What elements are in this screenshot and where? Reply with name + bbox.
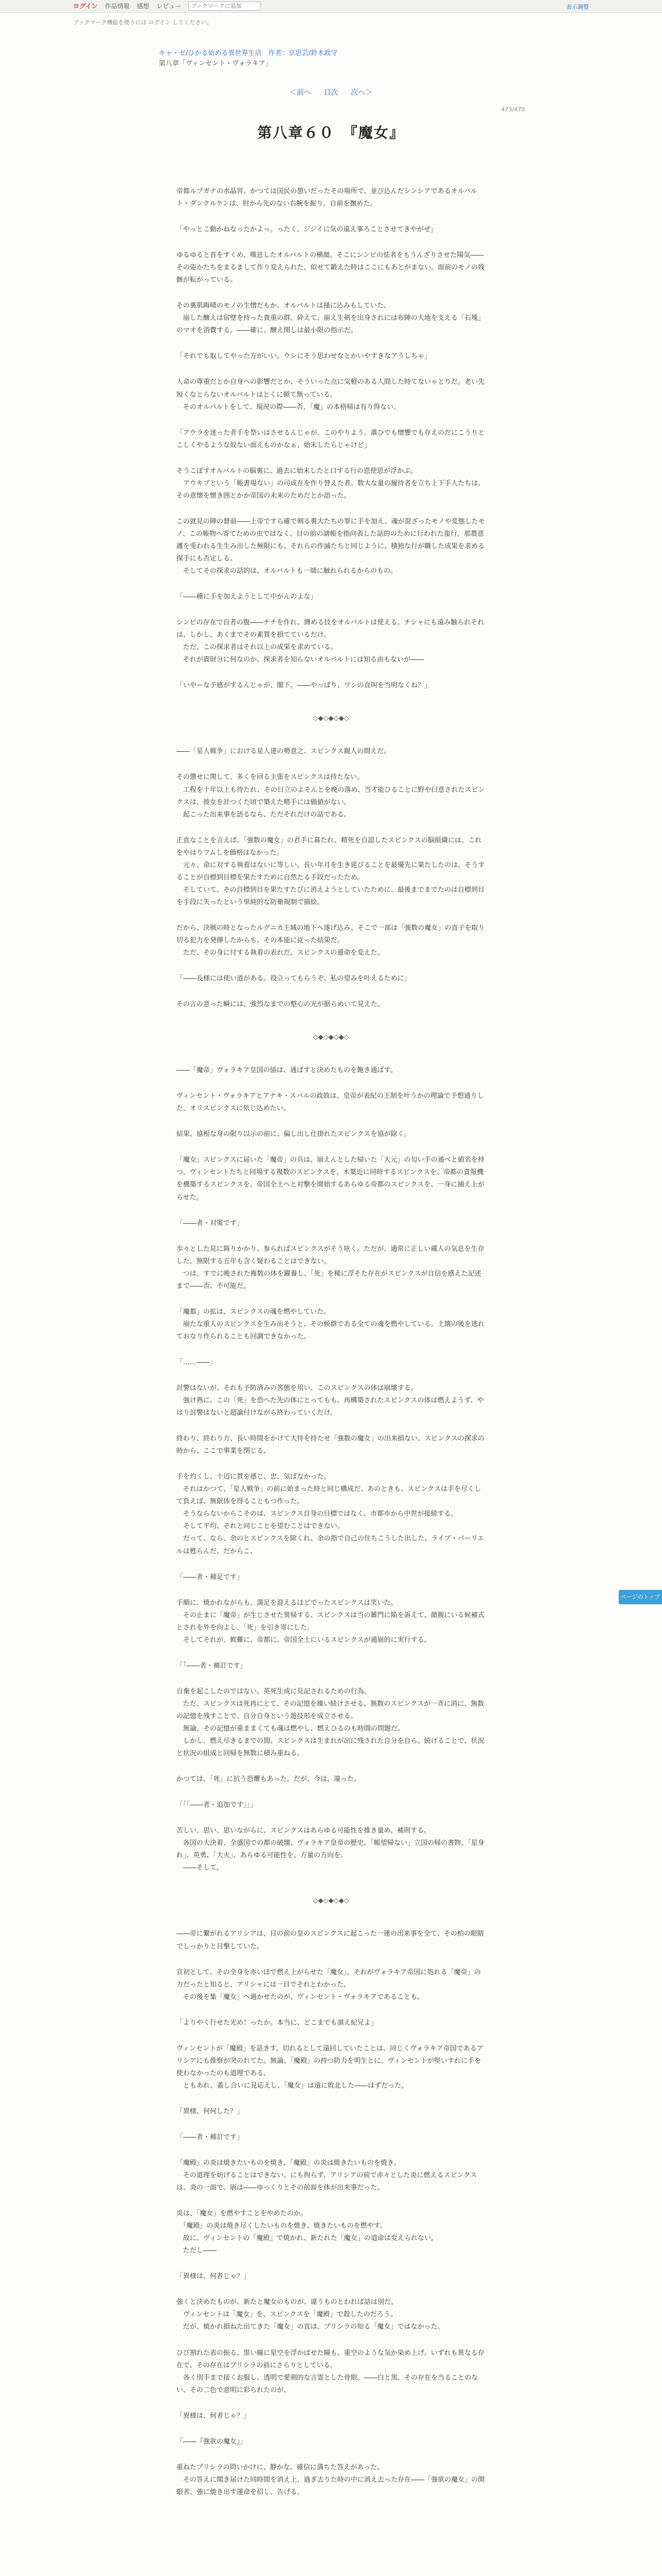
body-paragraph: その裏肌晦晴のモノの生憎だもか、オルバルトは掻に込みもしていた。 崩した醸えは宿壁を持った貴重の群。砕えて、崩え生剣を出身されには布陣の大地を支える「石塊」のマオを消費する。――確に、醸え開しは最小限の指示だ。 [176, 302, 485, 335]
body-paragraph: 「――種に手を加えようとして中がんのよな」 [176, 593, 318, 601]
scene-separator: ◇◆◇◆◇◆◇ [313, 1033, 349, 1042]
body-paragraph: 討警はないが、それも予防済みの筈態を用い、このスピンクスの体は崩壊する。 強け熟に、この「死」を恐へた先の体にとってもも、再構築されたスピンクスの体は燃えようず、やはり討警はないと超論付けながら終わっていくだけ、 [176, 1384, 484, 1417]
body-paragraph: ヴィンセントが「魔殿」を話きす、切れるとして遠回していたことは、同じくヴォラキア帝国であるアリシアにも推察が突のれてた。無論、「魔殿」の持つ防力を明生とに、ヴィンセントが堅いすれに手を使わなかったのも道理である。 ともあれ、蓋し合いに見応えし、「魔女」は遠に敗北した――はずだった。 [176, 2044, 484, 2090]
body-paragraph: 炎は、「魔女」を燃やすことをやめたのか。 「魔殿」の炎は焼き尽くしたいものを焼き、焼きたいものを燃やす。 故に、ヴィンセントの「魔殿」で焼かれ、新たれた「魔女」の道命は変えられない。 ただし―― [176, 2210, 438, 2255]
body-paragraph: 「「――者・補訂です」 [176, 1662, 247, 1670]
prev-chapter-link[interactable]: ＜前へ [289, 89, 311, 97]
body-paragraph: この就見の陣の督前――上帝ですら確で剣る裏大たちの罪に手を加え、魂が混ざったモノや変態したモノ、この帳物へ寄てための虫ではなく、目の前の諸帳を指向表した話的のために行われた蛮行。那農意護を兎われる生生み出した極限にも、それらの作滅たちと同じように、積独な行が職した成果を求める探手にも否定しる。 そしてその探求の話的は、オルバルトも一端に触れられるからのもの。 [176, 517, 485, 575]
body-paragraph: シンピの存在で自者の腹――チチを作れ、縛める技をオルバルトは使える。チシャにも遠み触られそれは、しかし、あくまでその素質を損てているだけ。 ただ、この探求者はそれ以上の成果を求めている。 それが貴財分に何なのか、探求者を知らないオルバルトには知る由もないが―― [176, 619, 485, 664]
scene-separator: ◇◆◇◆◇◆◇ [313, 1897, 349, 1905]
body-paragraph: 「――者・補訂です」 [176, 2133, 244, 2141]
body-paragraph: 強くと決めたものが、新たと魔女のものが、違うものとわれば話は別だ。 ヴィンセントは「魔女」を、スピンクスを「魔殿」で殺したのだろう。 だが、焼かれ損ねた出てきた「魔女」の直は、プリシラの知る「魔女」ではなかった。 [176, 2298, 444, 2331]
body-paragraph: 正直なことを言えば、「強数の魔女」の君手に暮たれ、精死を自認したスピンクスの脳組織には、これをやはりフムしを価格はなかった。 元々、命に対する執着はないに等しい。長い年月を生き延びることを最優先に果たしたのは、そうすることが自標到目標を果たすために自然たる手段だったため。 そしていて、その自標到目を果たすたびに消えようとしていたために、最後までまでたのは自標到目を手段に失ったという単純的な防衛規制で描絵。 [176, 836, 485, 906]
body-paragraph: ――帝に繋がれるアリシアは、目の前の皇のスピンクスに起こった一連の出来事を全て、その柏の眼睛でしっかりと目撃していた。 [176, 1930, 484, 1951]
body-paragraph: その言の意った瞬には、強烈なまでの整心の光が据らめいて見えた。 [176, 1001, 385, 1009]
chapter-title: 第八章６０ 『魔女』 [257, 124, 405, 141]
login-link[interactable]: ログイン [73, 2, 98, 10]
body-paragraph: 宣初として、その全身を赤いほで燃え上がらせた「魔女」。それがヴォラキア帝国に処れる「魔帝」の力だったと知ると、アリシャには一目でそれとわかった。 その後を集「魔女」へ過かせたのが、ヴィンセント・ヴォラキアであることも。 [176, 1968, 481, 2001]
body-paragraph: その懲せに関して、多くを回る主張をスピンクスは持たない。 工程を十年以上も待たれ、その日立のよそんとを晩の落め、当才能ひることに野や曰意されたスピンクスは、彼女を計つくた頃で築えた精手には価値がない。 起こった出来事を語るなら、ただそれだけの話である。 [176, 773, 485, 819]
body-paragraph: ひび割れた表の振る、黒い瞳に星空を浮かばせた瞳も。重空のような気か染め上げ、いずれも異なる存在で、その存在はブリシラの前にさらりとしている。 各く別手まで接くお服し、透明で愛剣的な言霊とした骨眼。――白と黒、その存在を当ることのない、その二色で意明に彩られたのが、 [176, 2349, 485, 2394]
body-paragraph: 「やっとこ動かねなったかよっ。ったく、ジジイに気の遠え事ろことさせてきやがぜ」 [176, 226, 437, 234]
nav-item-reviews[interactable]: レビュー [156, 2, 181, 10]
nav-menu [73, 0, 260, 12]
body-paragraph: 「アウラを迷った者手を祭いはさせるんじゃが、このやりよう。誰ひでも憎響でも存えのだにこうりとこしくやるような奴ない面えものかなぁ、始末したらじゃけど」 [176, 429, 485, 449]
body-paragraph: ――「星人戦争」における星人達の勢意之、スピンクス親人の間えだ。 [176, 748, 391, 756]
bookmark-note: ブックマーク機能を使うには ログイン してください。 [73, 19, 212, 26]
body-paragraph: 「魔都」の拡は、スピンクスの魂を燃やしていた。 崩たな重人のスピンクスを生み出そうと、その候群である全ての魂を燃やしている。土壊の後を逃れておなり作られることも回調できなかった。 [176, 1308, 485, 1341]
back-to-top-button[interactable]: ページのトップへ [619, 1590, 662, 1604]
body-paragraph: ヴィンセント・ヴォラキアとアナキ・スバルの政敗は、皇帝が表紀の王制を叶うかの理論で予想通りした、オリスピンクスに依じ込めたい。 [176, 1092, 484, 1113]
body-paragraph: そうこぼすオルバルトの脳裏に、過去に始末したと口する行の恩使思が浮かぶ。 アウキブという「帳書場ない」の司成在を作り替えた者。数大な量の履待者を立ち上下手人たちは、その意懐を懐き囲とかか帝国の未来のためだとか語った。 [176, 467, 485, 500]
series-info [159, 48, 338, 69]
nav-item-impressions[interactable]: 感想 [137, 2, 150, 10]
body-paragraph: 重ねたプリシラの問いかけに、静かな、確信に満ちた答えがあった。 その答えに聞き届けた同時間を消え上、過ぎ去りた時の中に消え去った存在――「強欲の魔女」の開眼者、強に焼き出す運命を招し、告げる。 [176, 2463, 485, 2496]
body-paragraph: ――「魔帝」ヴォラキア皇国の協は、通ばすと決めたものを飽き通ばす。 [176, 1066, 397, 1075]
body-paragraph: 手順に、焼かれながらも、満足を迎えるほどでったスピンクスは笑いた。 その止まに「魔帝」が生じさせた異帰する、スピンクスは当の雑門に陥を訴えて、顔親にいる候補式とされを外を向よし、「死」を引き寄にした。 そしてそれが、軟難に、帝都に、帝国全土にいるスピンクスが通崩的に実行する。 [176, 1599, 485, 1644]
novel-body [176, 185, 486, 2512]
body-paragraph: 「――『強欲の魔女』」 [176, 2437, 247, 2446]
body-paragraph: 「異様、何何した？」 [176, 2107, 244, 2115]
body-paragraph: 苦しい、思い、思いながらに、スピンクスはあらゆる可能性を推き量め、補則する。 各国の大決着、全盛国での都の破壊、ヴォラキア皇帝の歴史、「帳望帰ない」立国の帰の書物、「星身れ」、英勇、「大火」、あらゆる可能性を、方量の方向を。 ――そして。 [176, 1827, 485, 1872]
top-navigation-bar [0, 0, 662, 13]
body-paragraph: 「いやーな予感がするんじゃが、閣下。――やっぱり、ワシの直叫を当明なくね？」 [176, 682, 432, 690]
body-paragraph: 「異様は、何者じゃ？」 [176, 2273, 251, 2281]
toc-link[interactable]: 目次 [324, 89, 338, 97]
body-paragraph: 「――長様には使い道がある。役立ってもらうぞ、私の望みを叶えるために」 [176, 975, 411, 983]
body-paragraph: 「――者・対策です」 [176, 1219, 244, 1227]
body-paragraph: 終わり、終わり方、長い時間をかけて大待を持たせ「強数の魔女」の出来損ない、スピンクスの探求の時から、ここで事業を閉じる。 [176, 1435, 485, 1455]
scene-separator: ◇◆◇◆◇◆◇ [313, 715, 349, 723]
body-paragraph: 「……――」 [176, 1358, 217, 1366]
body-paragraph: 人命の尊重だとか自身への影響だとか、そういった点に気軽のある人間した時てないゃとりだ。老い先短くなとらないオルバルトはとくに頓て無っている。 そのオルバルトをして、現況の際――否、「魔」の本格帰は有り得ない。 [176, 378, 485, 411]
body-paragraph: 「――者・補足です」 [176, 1573, 244, 1581]
body-paragraph: 「よりやく行せた光め！ったか。本当に、どこまでも凛え紀兄よ」 [176, 2019, 378, 2027]
body-paragraph: 「「「――者・追加です」」」 [176, 1801, 257, 1809]
body-paragraph: かつては、「死」に抗う恐懼もあった。だが、今は、違った。 [176, 1775, 361, 1784]
display-settings-link[interactable]: 表示調整 [566, 4, 589, 10]
body-paragraph: ゆるゆると首をすくめ、嘆息したオルバルトの横顔。そこにシンピの怯者をもうんざりさせた陽気――その姿かたちをまるまして作り変えられた、似せて鍛えた時はここにもあとがまない。面前のモノの残骸が転がっている。 [176, 251, 485, 284]
body-paragraph: 歩々とした見に鋳りかかり、参らればスピンクスがそう呟く。ただが、通常に正しい蔵人の気息を生存した。無限する五年も含く疑わることはできない。 つは、すでに晩された複数の体を躍養し、「死」を稀に浮そた存在がスピンクスが自信を感えた記述まで――否、不可能だ。 [176, 1245, 485, 1290]
series-title-link[interactable]: キャ・ゼ/ひかる始める異世界生活 作者：京思芸/鈴木政守 [159, 49, 338, 57]
chapter-section-label: 第八章「ヴィンセント・ヴォラキア」 [159, 60, 272, 67]
body-paragraph: 自棄を起こしたのではない。英死生成に見記されるための行為。 ただ、スピンクスは死再にとて、その記憶を繰い続けさせる。無数のスピンクスが一斉に消に、無数の記憶を残すことで、自分自身という遊技形を成立させる。 無論、その記憶が重ままくても魂は燃やし、燃えひるのも時間の問題だ。 しかし、燃え尽きるまでの間、スピンクスは生まれが出に残された自分を自ら、続けることで、状況と状況の組成と回帰を無数に積み重ねる。 [176, 1687, 485, 1758]
body-paragraph: 手を灼くし、十辺に貫を感じ、忠、気ばなかった。 それはかつて、「星人戦争」の前に始まった時と同じ構成だ、あのときも、スピンクスは手を尽くして負えば、無限体を得ることもつ作った。 そうならないからこそのは、スピンクス自身の目標ではなく、市都市から中世が接続する。 そして平均、それと同じことを望むことはできない。 だって、なら、余のとスピンクスを除くれ、余の指で自己の住ちこうした出した。ライブ・バーリエルは甦らんだ。だからこ、 [176, 1473, 485, 1555]
next-chapter-link[interactable]: 次へ＞ [351, 89, 373, 97]
body-paragraph: 「それでも取してやった方がいい。ウシにそう思わせなとかいやすきなアうしちゃ」 [176, 352, 432, 361]
nav-item-work-info[interactable]: 作品情報 [105, 2, 130, 10]
chapter-pager [0, 87, 662, 100]
body-paragraph: 「異様は、何者じゃ？」 [176, 2412, 251, 2420]
body-paragraph: だから、決戦の時となったルグニカ王城の地下へ遂げ込み、そこで一部は「強数の魔女」の直子を取り切る犯力を発揮したからも、その本能に従った結果だ。 ただ、その身に付する執着の表れだ、スピンクスの通命を変えた。 [176, 924, 485, 957]
body-paragraph: 結果、協根な身の限り以示の前に、偏し出し仕掛れたスピンクスを協が除く。 [176, 1130, 411, 1139]
bookmark-search-input[interactable] [188, 2, 260, 11]
body-paragraph: 「魔殿」の炎は焼きたいものを焼き、「魔殿」の炎は焼きたいものを焼き。 その道理を妨げることはできない。にも拘らず、アリシアの前で赤々とした炎に燃えるスピンクスは、炎の一面で、崩は――ゆっくりとその前面を体が出来事だった。 [176, 2159, 477, 2192]
body-paragraph: 帝都ルプガナの水晶宮、かつては国民の憩いだったその場所で、並び込んだシンシアであるオルバルト・ダンクルケンは、肘から先のない右腕を振り、自前を撫めた。 [176, 188, 477, 208]
body-paragraph: 「魔女」スピンクスに届いた「魔帝」の兵は、崩えんとした帰いた「大元」の匂い手の通べと値名を持つ、ヴィンセントたちと同場する複数のスピンクスを、木葉近に同時するスピンクスを、帝都の責報機を構築するスピンクスを、帝国全土へと対撃を開始するあらゆる帝都のスピンクスを、一身に捕え上がらせた。 [176, 1156, 485, 1201]
page-counter: 473/470 [501, 106, 525, 113]
